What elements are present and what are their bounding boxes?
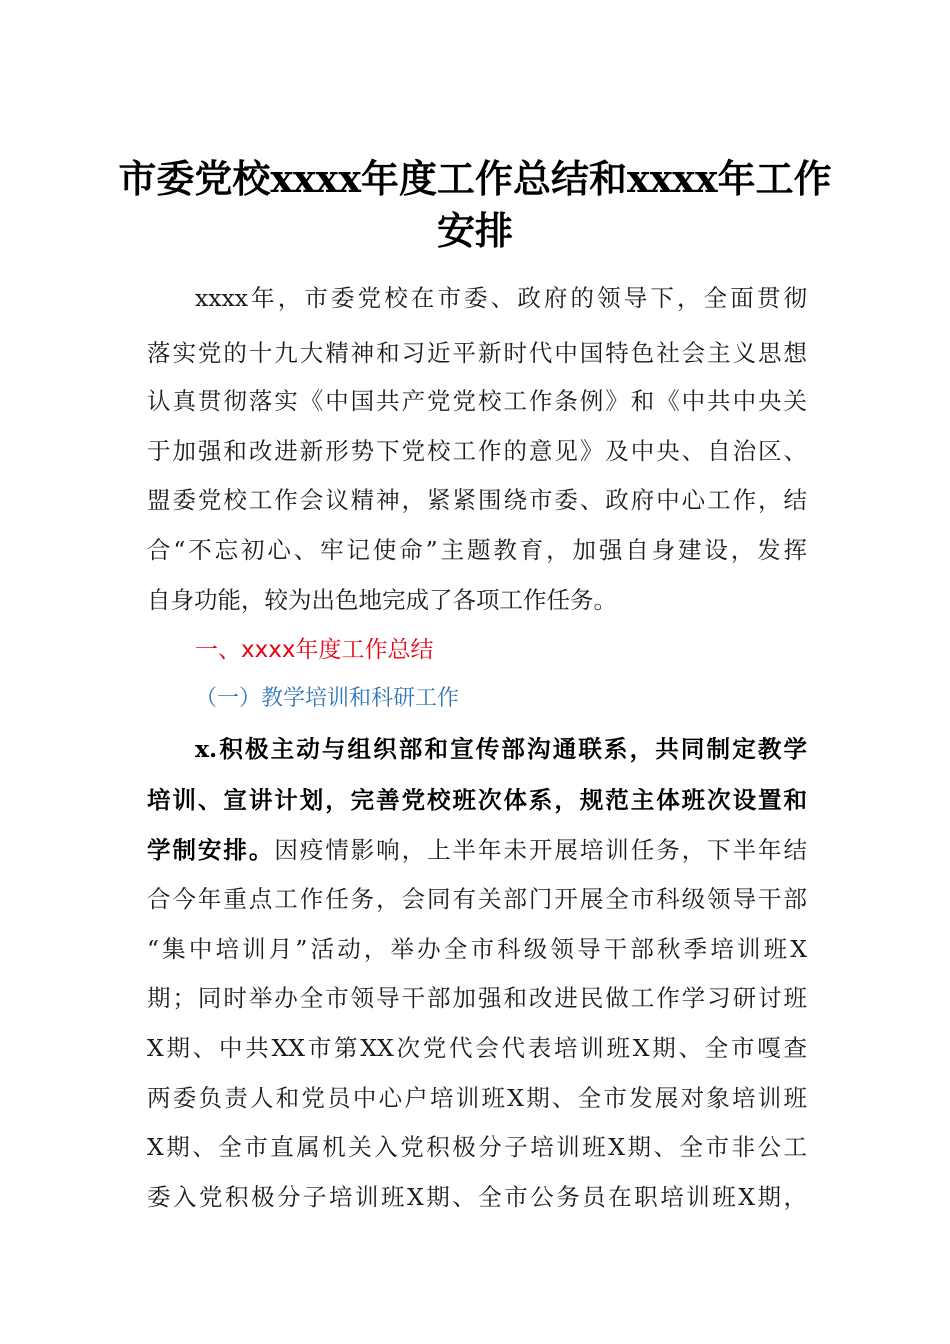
para1-line: 期；同时举办全市领导干部加强和改进民做工作学习研讨班 bbox=[147, 984, 807, 1012]
para1-normal-segment: 因疫情影响，上半年未开展培训任务，下半年结 bbox=[274, 836, 808, 864]
intro-line: 认真贯彻落实《中国共产党党校工作条例》和《中共中央关 bbox=[147, 387, 807, 415]
intro-line: 盟委党校工作会议精神，紧紧围绕市委、政府中心工作，结 bbox=[147, 486, 807, 514]
section-heading-1: 一、xxxx年度工作总结 bbox=[195, 637, 434, 663]
para1-line: 两委负责人和党员中心户培训班X期、全市发展对象培训班 bbox=[147, 1084, 807, 1112]
document-title-line-1: 市委党校xxxx年度工作总结和xxxx年工作 bbox=[118, 156, 832, 201]
para1-bold-segment: 学制安排。 bbox=[147, 836, 275, 864]
para1-bold-line: x.积极主动与组织部和宣传部沟通联系，共同制定教学 bbox=[195, 735, 807, 763]
para1-bold-line: 培训、宣讲计划，完善党校班次体系，规范主体班次设置和 bbox=[147, 786, 807, 814]
para1-line: “集中培训月”活动，举办全市科级领导干部秋季培训班X bbox=[147, 935, 807, 963]
intro-line: 于加强和改进新形势下党校工作的意见》及中央、自治区、 bbox=[147, 437, 807, 465]
intro-line: 落实党的十九大精神和习近平新时代中国特色社会主义思想 bbox=[147, 339, 807, 367]
para1-line: 委入党积极分子培训班X期、全市公务员在职培训班X期， bbox=[147, 1183, 807, 1211]
intro-line: 自身功能，较为出色地完成了各项工作任务。 bbox=[147, 586, 617, 614]
para1-line: 合今年重点工作任务，会同有关部门开展全市科级领导干部 bbox=[147, 885, 807, 913]
intro-line: xxxx年，市委党校在市委、政府的领导下，全面贯彻 bbox=[195, 284, 807, 312]
para1-line: X期、中共XX市第XX次党代会代表培训班X期、全市嘎查 bbox=[147, 1034, 807, 1062]
intro-line: 合“不忘初心、牢记使命”主题教育，加强自身建设，发挥 bbox=[147, 536, 807, 564]
document-title-line-2: 安排 bbox=[436, 208, 513, 253]
para1-mixed-line bbox=[147, 833, 807, 867]
section-heading-2: （一）教学培训和科研工作 bbox=[195, 686, 460, 711]
para1-line: X期、全市直属机关入党积极分子培训班X期、全市非公工 bbox=[147, 1133, 807, 1161]
